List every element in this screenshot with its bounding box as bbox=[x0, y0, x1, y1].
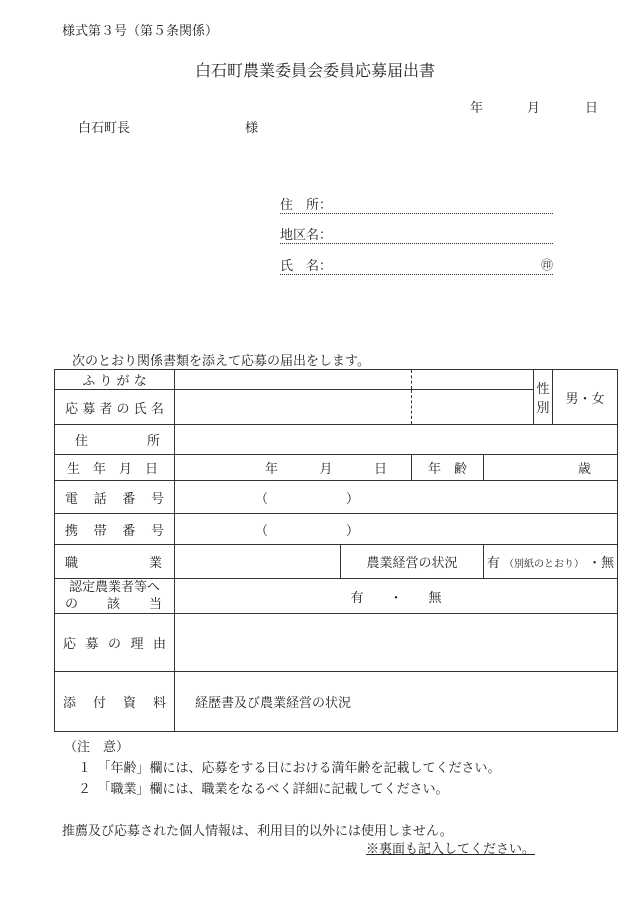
application-table bbox=[54, 369, 618, 732]
seal-mark: ㊞ bbox=[540, 258, 553, 272]
birthdate-label bbox=[55, 455, 175, 481]
mobile-value: （ ） bbox=[255, 523, 360, 539]
address-row-label bbox=[55, 425, 175, 455]
addressee-honorific: 様 bbox=[245, 121, 259, 136]
certified-char: 当 bbox=[148, 597, 162, 612]
certified-char: の bbox=[65, 597, 79, 612]
mobile-char: 携 bbox=[65, 523, 79, 539]
address-field[interactable] bbox=[280, 197, 553, 214]
attachments-char: 資 bbox=[122, 696, 136, 711]
certified-char: 該 bbox=[106, 597, 120, 612]
district-label: 地区名： bbox=[280, 228, 333, 243]
occupation-char: 職 bbox=[65, 556, 79, 571]
note-item: ２ 「職業」欄には、職業をなるべく詳細に記載してください。 bbox=[78, 782, 449, 797]
date-day: 日 bbox=[585, 101, 599, 116]
document-title: 白石町農業委員会委員応募届出書 bbox=[194, 61, 435, 80]
farm-status-value[interactable] bbox=[484, 545, 618, 579]
date-month: 月 bbox=[527, 101, 541, 116]
name-label: 氏 名： bbox=[280, 259, 333, 274]
birthdate-char: 生 bbox=[67, 462, 81, 477]
birthdate-cell[interactable] bbox=[175, 455, 412, 481]
phone-char: 話 bbox=[93, 491, 107, 507]
applicant-name-label: 応 募 者 の 氏 名 bbox=[55, 390, 175, 425]
reason-char: 応 bbox=[63, 637, 77, 652]
phone-char: 電 bbox=[65, 491, 79, 507]
attachments-char: 料 bbox=[152, 696, 166, 711]
name-surname-cell[interactable] bbox=[175, 390, 412, 425]
name-field[interactable] bbox=[280, 258, 553, 275]
notes-section bbox=[64, 737, 501, 800]
attachments-cell bbox=[175, 672, 618, 732]
birth-unit-year: 年 bbox=[265, 462, 279, 477]
phone-cell[interactable] bbox=[175, 481, 618, 514]
age-cell[interactable] bbox=[484, 455, 618, 481]
farm-status-label: 農業経営の状況 bbox=[341, 545, 484, 579]
reason-char: の bbox=[107, 637, 121, 652]
phone-value: （ ） bbox=[255, 491, 360, 507]
certified-farmer-label bbox=[55, 579, 175, 614]
occupation-char: 業 bbox=[148, 556, 162, 571]
attachments-value: 経歴書及び農業経営の状況 bbox=[195, 696, 352, 711]
mobile-char: 号 bbox=[150, 523, 164, 539]
reason-char: 理 bbox=[130, 637, 144, 652]
privacy-note: 推薦及び応募された個人情報は、利用目的以外には使用しません。 bbox=[62, 824, 453, 839]
age-label: 年 齢 bbox=[412, 455, 484, 481]
age-unit: 歳 bbox=[578, 462, 592, 477]
address-label: 住 所： bbox=[280, 198, 333, 213]
notes-header: （注 意） bbox=[64, 740, 130, 755]
occupation-label bbox=[55, 545, 175, 579]
back-side-note: ※裏面も記入してください。 bbox=[366, 842, 536, 857]
farm-status-yes: 有 bbox=[486, 556, 500, 571]
mobile-char: 番 bbox=[122, 523, 136, 539]
name-given-cell[interactable] bbox=[412, 390, 534, 425]
phone-label bbox=[55, 481, 175, 514]
farm-status-note: （別紙のとおり） bbox=[504, 559, 584, 570]
addressee: 白石町長 bbox=[78, 121, 131, 136]
occupation-cell[interactable] bbox=[175, 545, 341, 579]
birthdate-char: 年 bbox=[92, 462, 106, 477]
certified-label-line1: 認定農業者等へ bbox=[68, 580, 160, 595]
reason-label bbox=[55, 614, 175, 672]
gender-options[interactable]: 男・女 bbox=[553, 370, 618, 425]
gender-label: 性別 bbox=[534, 370, 553, 425]
district-field[interactable] bbox=[280, 227, 553, 244]
attachments-char: 添 bbox=[63, 696, 77, 711]
furigana-label: ふ り が な bbox=[55, 370, 175, 390]
farm-status-no: ・無 bbox=[588, 556, 615, 571]
lead-text: 次のとおり関係書類を添えて応募の届出をします。 bbox=[72, 354, 370, 369]
furigana-surname-cell[interactable] bbox=[175, 370, 412, 390]
address-char: 所 bbox=[146, 434, 160, 449]
attachments-char: 付 bbox=[92, 696, 106, 711]
birth-unit-month: 月 bbox=[319, 462, 333, 477]
attachments-label bbox=[55, 672, 175, 732]
phone-char: 番 bbox=[122, 491, 136, 507]
address-char: 住 bbox=[75, 434, 89, 449]
birth-unit-day: 日 bbox=[373, 462, 387, 477]
reason-char: 募 bbox=[85, 637, 99, 652]
mobile-char: 帯 bbox=[93, 523, 107, 539]
date-year: 年 bbox=[470, 101, 484, 116]
form-number: 様式第３号（第５条関係） bbox=[62, 24, 219, 39]
furigana-given-cell[interactable] bbox=[412, 370, 534, 390]
birthdate-char: 日 bbox=[144, 462, 158, 477]
phone-char: 号 bbox=[150, 491, 164, 507]
mobile-label bbox=[55, 514, 175, 545]
address-cell[interactable] bbox=[175, 425, 618, 455]
mobile-cell[interactable] bbox=[175, 514, 618, 545]
certified-farmer-value[interactable]: 有 ・ 無 bbox=[175, 579, 618, 614]
reason-char: 由 bbox=[152, 637, 166, 652]
reason-cell[interactable] bbox=[175, 614, 618, 672]
note-item: １ 「年齢」欄には、応募をする日における満年齢を記載してください。 bbox=[78, 761, 501, 776]
birthdate-char: 月 bbox=[118, 462, 132, 477]
